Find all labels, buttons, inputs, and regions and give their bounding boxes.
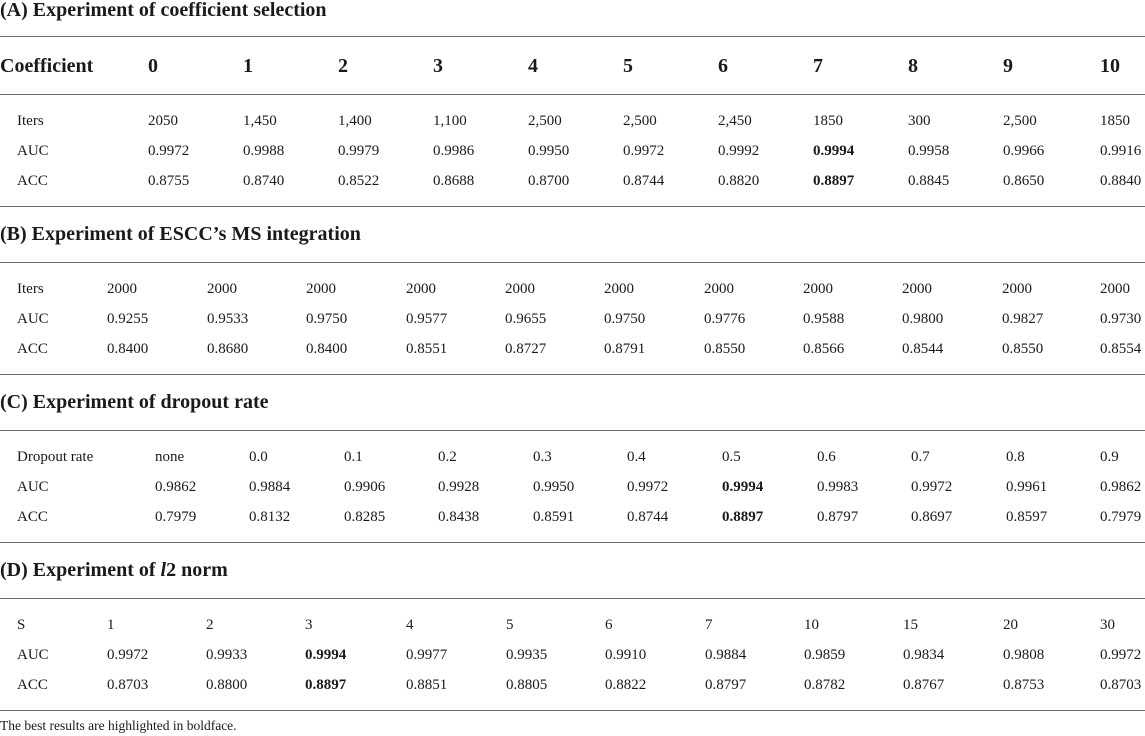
table-cell: 300 [908,113,931,129]
table-cell: 0.7979 [155,509,197,525]
table-rule [0,374,1145,375]
table-cell: 0.9966 [1003,143,1045,159]
table-cell: 0.9972 [911,479,953,495]
table-cell: 2000 [1002,281,1032,297]
table-cell: 0.9859 [804,647,846,663]
table-cell: 0.8727 [505,341,547,357]
section-title-b: (B) Experiment of ESCC’s MS integration [0,223,361,245]
table-cell: 0.8805 [506,677,548,693]
table-cell: 0.8 [1006,449,1025,465]
row-label: ACC [17,677,48,693]
table-cell: 0.8822 [605,677,647,693]
table-cell: 10 [804,617,819,633]
table-cell: 0.8703 [1100,677,1142,693]
table-cell: 2,500 [1003,113,1037,129]
table-cell: 0.8782 [804,677,846,693]
table-cell: 0.8800 [206,677,248,693]
table-cell: 0.9827 [1002,311,1044,327]
table-cell: 0.9862 [1100,479,1142,495]
table-cell: 2 [206,617,214,633]
table-cell: 0.8820 [718,173,760,189]
table-cell: 0.9979 [338,143,380,159]
table-cell: 2000 [803,281,833,297]
table-cell: 0.9994 [305,647,347,663]
table-cell: 0.9983 [817,479,859,495]
table-cell: 0.9972 [1100,647,1142,663]
header-coefficient-value: 9 [1003,55,1013,77]
header-coefficient-value: 7 [813,55,823,77]
table-cell: 0.8851 [406,677,448,693]
table-cell: 1,400 [338,113,372,129]
row-label: Iters [17,281,44,297]
table-cell: 0.8400 [107,341,149,357]
table-cell: 0.9750 [604,311,646,327]
table-cell: 1,450 [243,113,277,129]
row-label: ACC [17,341,48,357]
table-cell: 0.9255 [107,311,149,327]
table-cell: 0.8897 [722,509,764,525]
table-cell: 0.9834 [903,647,945,663]
table-cell: 0.8791 [604,341,646,357]
header-coefficient-label: Coefficient [0,55,94,77]
table-cell: 0.8688 [433,173,475,189]
header-coefficient-value: 2 [338,55,348,77]
table-cell: 4 [406,617,414,633]
table-cell: 0.8550 [1002,341,1044,357]
table-cell: 3 [305,617,313,633]
header-coefficient-value: 10 [1100,55,1120,77]
table-cell: 0.9906 [344,479,386,495]
table-rule [0,262,1145,263]
table-cell: 0.9800 [902,311,944,327]
table-cell: 0.8697 [911,509,953,525]
table-cell: 0.2 [438,449,457,465]
table-cell: 0.9958 [908,143,950,159]
table-cell: 0.8400 [306,341,348,357]
table-cell: 0.9533 [207,311,249,327]
row-label: Iters [17,113,44,129]
row-label: AUC [17,143,49,159]
table-cell: 0.9961 [1006,479,1048,495]
table-cell: 0.9933 [206,647,248,663]
row-label: S [17,617,26,633]
section-title-d-prefix: (D) Experiment of [0,559,161,581]
table-cell: 0.9972 [623,143,665,159]
table-cell: 0.8132 [249,509,291,525]
table-cell: 0.8753 [1003,677,1045,693]
table-cell: 0.8740 [243,173,285,189]
table-cell: 0.8897 [305,677,347,693]
header-coefficient-value: 3 [433,55,443,77]
table-rule [0,36,1145,37]
table-cell: 15 [903,617,918,633]
table-cell: 0.8767 [903,677,945,693]
table-cell: 0.9862 [155,479,197,495]
row-label: ACC [17,173,48,189]
table-rule [0,430,1145,431]
table-cell: 0.7 [911,449,930,465]
table-cell: 0.9910 [605,647,647,663]
header-coefficient-value: 5 [623,55,633,77]
table-cell: 2000 [107,281,137,297]
table-cell: 0.8285 [344,509,386,525]
table-cell: 0.8840 [1100,173,1142,189]
table-rule [0,598,1145,599]
table-cell: 0.9988 [243,143,285,159]
table-cell: 1 [107,617,115,633]
table-cell: 0.8700 [528,173,570,189]
table-cell: 0.8755 [148,173,190,189]
table-cell: 2000 [704,281,734,297]
row-label: AUC [17,311,49,327]
table-cell: 0.8744 [623,173,665,189]
table-cell: 0.0 [249,449,268,465]
table-cell: 2000 [902,281,932,297]
table-cell: 1850 [1100,113,1130,129]
table-cell: 0.5 [722,449,741,465]
table-cell: 0.9808 [1003,647,1045,663]
table-cell: 0.9884 [249,479,291,495]
table-rule [0,94,1145,95]
row-label: AUC [17,479,49,495]
table-cell: 0.9730 [1100,311,1142,327]
header-coefficient-value: 0 [148,55,158,77]
table-cell: 0.8544 [902,341,944,357]
table-cell: none [155,449,185,465]
section-title-d-suffix: 2 norm [166,559,228,581]
table-cell: 0.9950 [528,143,570,159]
table-cell: 0.9884 [705,647,747,663]
table-cell: 0.6 [817,449,836,465]
table-cell: 0.8797 [817,509,859,525]
table-cell: 0.8897 [813,173,855,189]
table-cell: 0.9 [1100,449,1119,465]
table-cell: 0.9972 [148,143,190,159]
table-cell: 0.8845 [908,173,950,189]
table-cell: 0.9750 [306,311,348,327]
table-cell: 0.9972 [107,647,149,663]
table-cell: 0.9994 [813,143,855,159]
table-cell: 0.8797 [705,677,747,693]
table-cell: 0.8551 [406,341,448,357]
table-cell: 1850 [813,113,843,129]
table-cell: 2050 [148,113,178,129]
header-coefficient-value: 6 [718,55,728,77]
table-cell: 2000 [406,281,436,297]
table-rule [0,206,1145,207]
table-cell: 2000 [604,281,634,297]
table-cell: 20 [1003,617,1018,633]
table-cell: 0.8438 [438,509,480,525]
header-coefficient-value: 4 [528,55,538,77]
table-cell: 2,450 [718,113,752,129]
table-cell: 0.8522 [338,173,380,189]
table-cell: 0.8680 [207,341,249,357]
table-cell: 0.9655 [505,311,547,327]
section-title-d [0,558,228,582]
table-cell: 0.8554 [1100,341,1142,357]
header-coefficient-value: 1 [243,55,253,77]
table-cell: 0.9992 [718,143,760,159]
table-cell: 2000 [306,281,336,297]
table-footnote: The best results are highlighted in boldface. [0,718,237,733]
table-cell: 0.9928 [438,479,480,495]
table-cell: 0.3 [533,449,552,465]
table-cell: 2000 [207,281,237,297]
table-cell: 5 [506,617,514,633]
table-cell: 0.7979 [1100,509,1142,525]
table-cell: 0.8597 [1006,509,1048,525]
table-cell: 0.9977 [406,647,448,663]
table-cell: 2000 [505,281,535,297]
table-rule [0,542,1145,543]
table-cell: 0.9776 [704,311,746,327]
table-cell: 0.9935 [506,647,548,663]
table-cell: 0.8591 [533,509,575,525]
table-cell: 7 [705,617,713,633]
section-title-d-italic: l [160,559,167,581]
table-cell: 0.9986 [433,143,475,159]
table-cell: 0.9994 [722,479,764,495]
table-cell: 0.1 [344,449,363,465]
table-cell: 2,500 [528,113,562,129]
table-cell: 0.8744 [627,509,669,525]
table-cell: 0.8650 [1003,173,1045,189]
table-cell: 0.9972 [627,479,669,495]
table-cell: 0.9577 [406,311,448,327]
table-cell: 2,500 [623,113,657,129]
table-cell: 0.9950 [533,479,575,495]
table-cell: 0.8550 [704,341,746,357]
table-cell: 30 [1100,617,1115,633]
section-title-a: (A) Experiment of coefficient selection [0,0,327,21]
table-cell: 0.9588 [803,311,845,327]
table-cell: 2000 [1100,281,1130,297]
table-cell: 0.8566 [803,341,845,357]
row-label: Dropout rate [17,449,94,465]
section-title-c: (C) Experiment of dropout rate [0,391,269,413]
table-cell: 0.9916 [1100,143,1142,159]
table-cell: 0.4 [627,449,646,465]
row-label: ACC [17,509,48,525]
table-cell: 1,100 [433,113,467,129]
table-cell: 6 [605,617,613,633]
table-rule [0,710,1145,711]
row-label: AUC [17,647,49,663]
table-cell: 0.8703 [107,677,149,693]
header-coefficient-value: 8 [908,55,918,77]
